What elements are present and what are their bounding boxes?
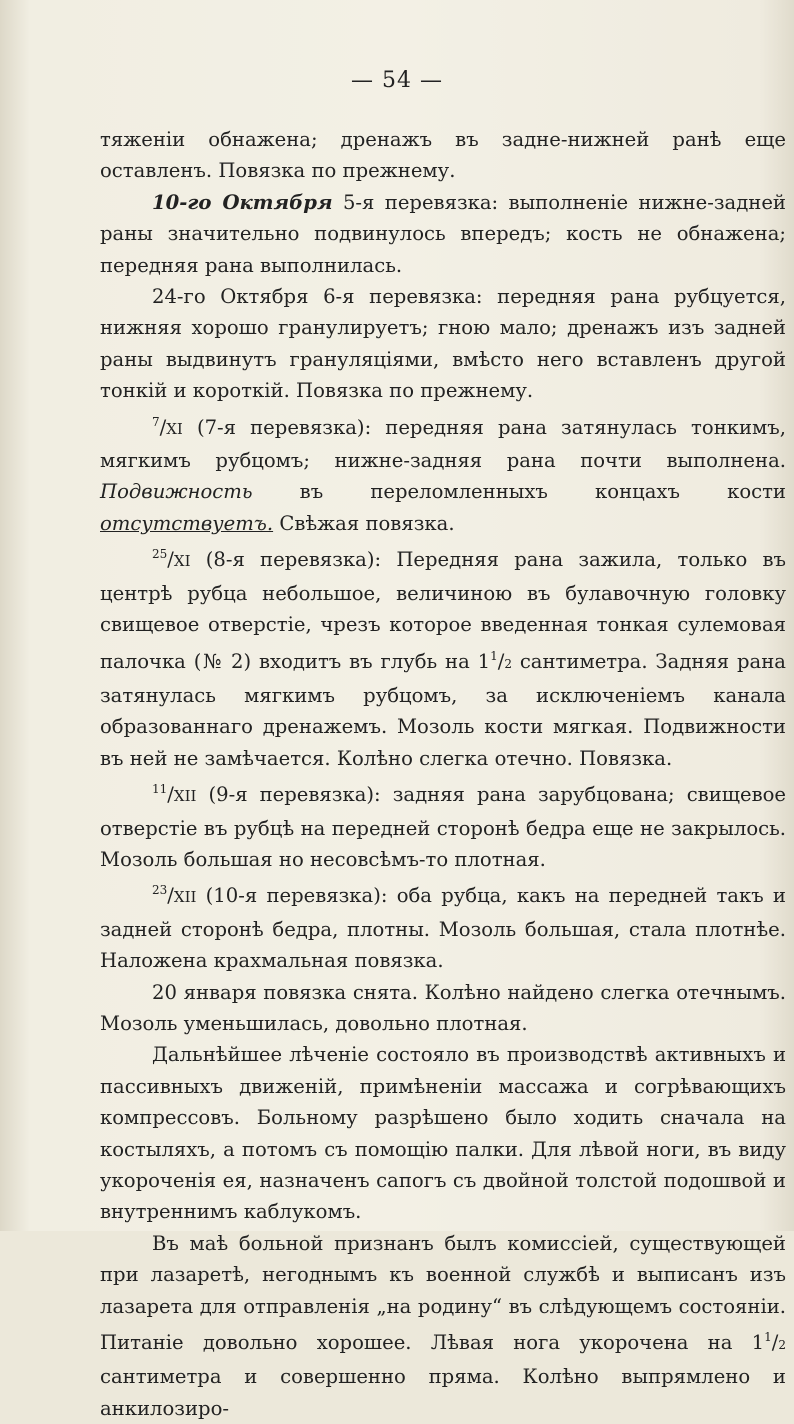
paragraph-9: Дальнѣйшее лѣченіе состояло въ производствѣ активныхъ и пассивныхъ движеній, примѣненіи массажа и согрѣвающихъ компрессовъ. Больному разрѣшено было ходить сначала на костыляхъ, а потомъ съ помощію палки. Для лѣвой ноги, въ виду укороченія ея, назначенъ сапогъ съ двойной толстой подошвой и внутреннимъ каблукомъ. (100, 1043, 786, 1224)
paragraph-4-text-c: Свѣжая повязка. (273, 511, 455, 535)
paragraph-5-text-a: (8-я перевязка): Передняя рана зажила, только въ центрѣ рубца небольшое, величиною въ булавочную головку свищевое отверстіе, чрезъ которое введенная тонкая сулемовая палочка (№ 2) входитъ въ глубь на (100, 548, 786, 673)
paragraph-2 (100, 187, 786, 281)
page-number: — 54 — (351, 68, 443, 93)
fraction-whole: 1 (751, 1331, 765, 1355)
body-text (100, 124, 786, 1424)
paragraph-8: 20 января повязка снята. Колѣно найдено слегка отечнымъ. Мозоль уменьшилась, довольно плотная. (100, 980, 786, 1035)
paragraph-10: Въ маѣ больной признанъ былъ комиссіей, существующей при лазаретѣ, негоднымъ къ военной службѣ и выписанъ изъ лазарета для отправленія „на родину“ въ слѣдующемъ состояніи. Питаніе довольно хорошее. Лѣвая нога укорочена на $1^1/2$ сантиметра и совершенно пряма. Колѣно выпрямлено и анкилозиро- (100, 1231, 786, 1420)
entry-date: 10-го Октября (152, 190, 333, 214)
paragraph-1: тяженіи обнажена; дренажъ въ задне-нижней ранѣ еще оставленъ. Повязка по прежнему. (100, 128, 786, 183)
paragraph-5: $^{25}$/XI (8-я перевязка): Передняя рана зажила, только въ центрѣ рубца небольшое, величиною въ булавочную головку свищевое отверстіе, чрезъ которое введенная тонкая сулемовая палочка (№ 2) входитъ въ глубь на $1^1/2$ сантиметра. Задняя рана затянулась мягкимъ рубцомъ, за исключеніемъ канала образованнаго дренажемъ. Мозоль кости мягкая. Подвижности въ ней не замѣчается. Колѣно слегка отечно. Повязка. (100, 547, 786, 770)
date-month: XII (173, 888, 197, 907)
paragraph-7: $^{23}$/XII (10-я перевязка): оба рубца, какъ на передней такъ и задней сторонѣ бедра, плотны. Мозоль большая, стала плотнѣе. Наложена крахмальная повязка. (100, 883, 786, 973)
paragraph-6-text: (9-я перевязка): задняя рана зарубцована; свищевое отверстіе въ рубцѣ на передней сторонѣ бедра еще не закрылось. Мозоль большая но несовсѣмъ-то плотная. (100, 783, 786, 871)
paragraph-3: 24-го Октября 6-я перевязка: передняя рана рубцуется, нижняя хорошо гранулируетъ; гною мало; дренажъ изъ задней раны выдвинутъ грануляціями, вмѣсто него вставленъ другой тонкій и короткій. Повязка по прежнему. (100, 285, 786, 403)
paragraph-7-text: (10-я перевязка): оба рубца, какъ на передней такъ и задней сторонѣ бедра, плотны. Мозоль большая, стала плотнѣе. Наложена крахмальная повязка. (100, 884, 786, 973)
emphasis-mobility: Подвижность (100, 480, 253, 504)
fraction-denominator: 2 (504, 656, 512, 671)
fraction-denominator: 2 (778, 1338, 786, 1353)
paragraph-10-text-a: Въ маѣ больной признанъ былъ комиссіей, существующей при лазаретѣ, негоднымъ къ военной службѣ и выписанъ изъ лазарета для отправленія „на родину“ въ слѣдующемъ состояніи. Питаніе довольно хорошее. Лѣвая нога укорочена на (100, 1231, 786, 1355)
fraction-whole: 1 (477, 649, 491, 673)
paragraph-4: $^7$/XI (7-я перевязка): передняя рана затянулась тонкимъ, мягкимъ рубцомъ; нижне-задняя рана почти выполнена. Подвижность въ переломленныхъ концахъ кости отсутствуетъ. Свѣжая повязка. (100, 414, 786, 535)
fraction-numerator: 1 (764, 1330, 772, 1345)
paragraph-4-text-b: въ переломленныхъ концахъ кости (252, 480, 786, 504)
fraction-numerator: 1 (490, 648, 498, 663)
date-day: 7 (152, 414, 160, 429)
date-day: 11 (152, 782, 168, 797)
paragraph-2-text: 5-я перевязка: выполненіе нижне-задней раны значительно подвинулось впередъ; кость не обнажена; передняя рана выполнилась. (100, 190, 786, 277)
date-month: XII (173, 787, 197, 806)
paragraph-10-text-b: сантиметра и совершенно пряма. Колѣно выпрямлено и анкилозиро- (100, 1365, 786, 1420)
paragraph-5-text-b: сантиметра. Задняя рана затянулась мягкимъ рубцомъ, за исключеніемъ канала образованнаго дренажемъ. Мозоль кости мягкая. Подвижности въ ней не замѣчается. Колѣно слегка отечно. Повязка. (100, 649, 786, 770)
date-day: 25 (152, 547, 168, 562)
emphasis-absent: отсутствуетъ. (100, 511, 274, 535)
date-day: 23 (152, 883, 168, 898)
date-month: XI (173, 552, 191, 571)
paragraph-6: $^{11}$/XII (9-я перевязка): задняя рана зарубцована; свищевое отверстіе въ рубцѣ на передней сторонѣ бедра еще не закрылось. Мозоль большая но несовсѣмъ-то плотная. (100, 782, 786, 871)
paragraph-4-text-a: (7-я перевязка): передняя рана затянулась тонкимъ, мягкимъ рубцомъ; нижне-задняя рана почти выполнена. (100, 415, 786, 473)
date-month: XI (166, 419, 183, 438)
